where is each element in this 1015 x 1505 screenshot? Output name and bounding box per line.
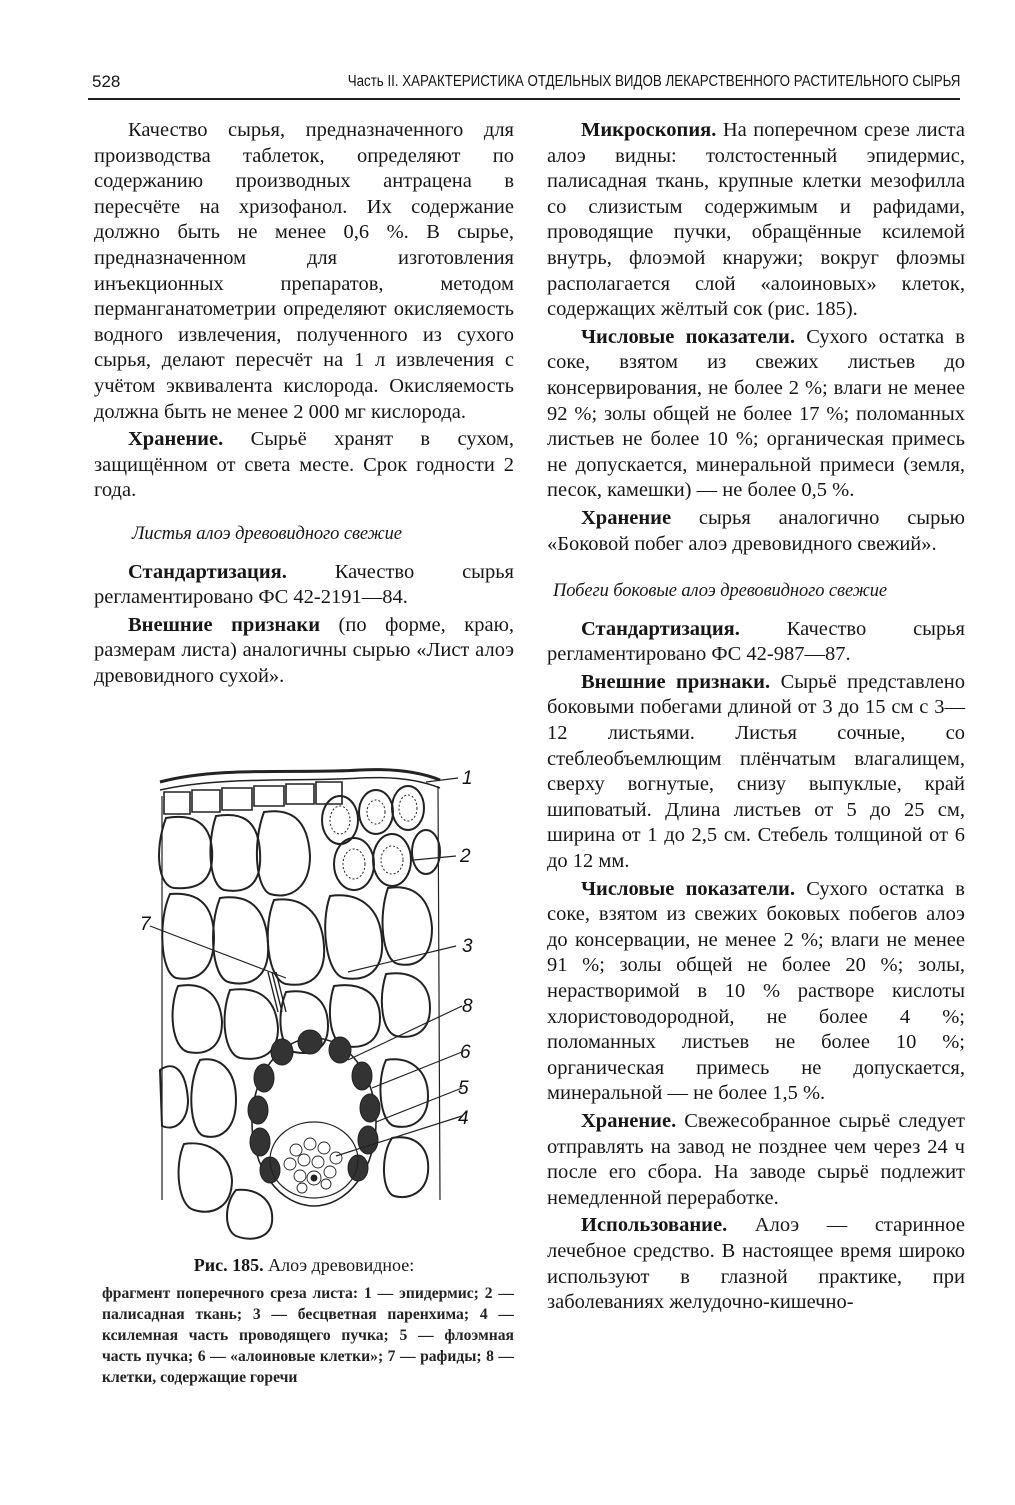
section-subhead-fresh-leaves: Листья алоэ древовидного свежие	[132, 523, 402, 544]
leaf-cross-section-drawing	[140, 760, 480, 1245]
page-number: 528	[92, 72, 121, 91]
text-external-features: (по форме, краю, размерам листа) аналогичны сырью «Лист алоэ древовидного сухой».	[94, 613, 515, 687]
heading-standardization: Стандартизация.	[581, 617, 740, 640]
heading-external-features: Внешние признаки	[128, 613, 321, 636]
figure-label-4: 4	[458, 1108, 469, 1129]
figure-label-3: 3	[462, 936, 473, 957]
heading-numeric-indicators: Числовые показатели.	[581, 325, 795, 348]
figure-label-1: 1	[462, 768, 473, 789]
figure-label-8: 8	[462, 996, 473, 1017]
paragraph-microscopy	[547, 118, 965, 323]
text-standardization: Качество сырья регламентировано ФС 42-2191—84.	[94, 560, 514, 609]
section-subhead-side-shoots: Побеги боковые алоэ древовидного свежие	[553, 581, 887, 602]
figure-title	[94, 1255, 514, 1276]
paragraph-standardization	[94, 560, 514, 611]
text-external-features: Сырьё представлено боковыми побегами длиной от 3 до 15 см с 3—12 листьями. Листья сочные, со стеблеобъемлющим плёнчатым влагалищем, сверху вогнутые, снизу выпуклые, край шиповатый. Длина листьев от 5 до 25 см, ширина от 1 до 2,5 см. Стебель толщиной от 6 до 12 мм.	[547, 670, 965, 873]
figure-caption: фрагмент поперечного среза листа: 1 — эпидермис; 2 — палисадная ткань; 3 — бесцветная паренхима; 4 — ксилемная часть проводящего пучка; 5 — флоэмная часть пучка; 6 — «алоиновые клетки»; 7 — рафиды; 8 — клетки, содержащие горечи	[102, 1285, 514, 1386]
paragraph-storage-leaves	[547, 506, 965, 557]
figure-number: Рис. 185.	[193, 1255, 264, 1275]
paragraph-storage-shoots	[547, 1109, 965, 1211]
text-standardization: Качество сырья регламентировано ФС 42-987—87.	[547, 617, 965, 666]
figure-label-6: 6	[460, 1042, 471, 1063]
heading-storage: Хранение	[581, 506, 672, 529]
paragraph-numeric-indicators-shoots	[547, 877, 965, 1107]
leaf-cross-section-figure	[140, 760, 480, 1245]
paragraph-tablet-quality: Качество сырья, предназначенного для производства таблеток, определяют по содержанию производных антрацена в пересчёте на хризофанол. Их содержание должно быть не менее 0,6 %. В сырье, предназначенном для изготовления инъекционных препаратов, методом перманганатометрии определяют окисляемость водного извлечения, полученного из сухого сырья, делают пересчёт на 1 л извлечения с учётом эквивалента кислорода. Окисляемость должна быть не менее 2 000 мг кислорода.	[94, 119, 514, 423]
text-storage: Сырьё хранят в сухом, защищённом от света месте. Срок годности 2 года.	[94, 428, 514, 502]
figure-title-text: Алоэ древовидное:	[263, 1255, 415, 1275]
heading-usage: Использование.	[581, 1214, 728, 1237]
heading-storage: Хранение.	[128, 428, 224, 451]
heading-microscopy: Микроскопия.	[581, 119, 717, 141]
figure-label-7: 7	[140, 914, 151, 935]
text-storage: сырья аналогично сырью «Боковой побег алоэ древовидного свежий».	[547, 506, 965, 555]
text-microscopy: На поперечном срезе листа алоэ видны: толстостенный эпидермис, палисадная ткань, крупные клетки мезофилла со слизистым содержимым и рафидами, проводящие пучки, обращённые ксилемой внутрь, флоэмой кнаружи; вокруг флоэмы располагается слой «алоиновых» клеток, содержащих жёлтый сок (рис. 185).	[547, 119, 965, 321]
page-header	[88, 70, 960, 100]
paragraph-external-features	[94, 613, 514, 690]
text-numeric-indicators: Сухого остатка в соке, взятом из свежих листьев до консервирования, не более 2 %; влаги не менее 92 %; золы общей не более 17 %; поломанных листьев не более 10 %; органическая примесь не допускается, минеральной примеси (земля, песок, камешки) — не более 0,5 %.	[547, 325, 965, 502]
heading-numeric-indicators: Числовые показатели.	[581, 877, 795, 900]
text-storage: Свежесобранное сырьё следует отправлять на завод не позднее чем через 24 ч после его сбора. На заводе сырьё подлежит немедленной переработке.	[547, 1109, 965, 1209]
figure-label-5: 5	[458, 1078, 469, 1099]
heading-standardization: Стандартизация.	[128, 560, 287, 583]
paragraph-external-features-shoots	[547, 670, 965, 875]
text-usage: Алоэ — старинное лечебное средство. В настоящее время широко используют в глазной практике, при заболеваниях желудочно-кишечно-	[547, 1214, 965, 1314]
right-column	[547, 118, 965, 1316]
heading-external-features: Внешние признаки.	[581, 670, 771, 693]
figure-label-2: 2	[460, 846, 471, 867]
paragraph-numeric-indicators-leaves	[547, 325, 965, 504]
heading-storage: Хранение.	[581, 1109, 677, 1132]
paragraph-standardization-shoots	[547, 617, 965, 668]
paragraph-storage	[94, 427, 514, 504]
text-numeric-indicators: Сухого остатка в соке, взятом из свежих боковых побегов алоэ до консервации, не менее 2 %; влаги не менее 91 %; золы общей не более 20 %; золы, нерастворимой в 10 % растворе кислоты хлористоводородной, не более 4 %; поломанных листьев не более 10 %; органическая примесь не допускается, минеральной — не более 1,5 %.	[547, 877, 965, 1105]
paragraph-usage	[547, 1213, 965, 1315]
left-column	[94, 118, 514, 689]
running-title: Часть II. ХАРАКТЕРИСТИКА ОТДЕЛЬНЫХ ВИДОВ ЛЕКАРСТВЕННОГО РАСТИТЕЛЬНОГО СЫРЬЯ	[347, 73, 960, 90]
